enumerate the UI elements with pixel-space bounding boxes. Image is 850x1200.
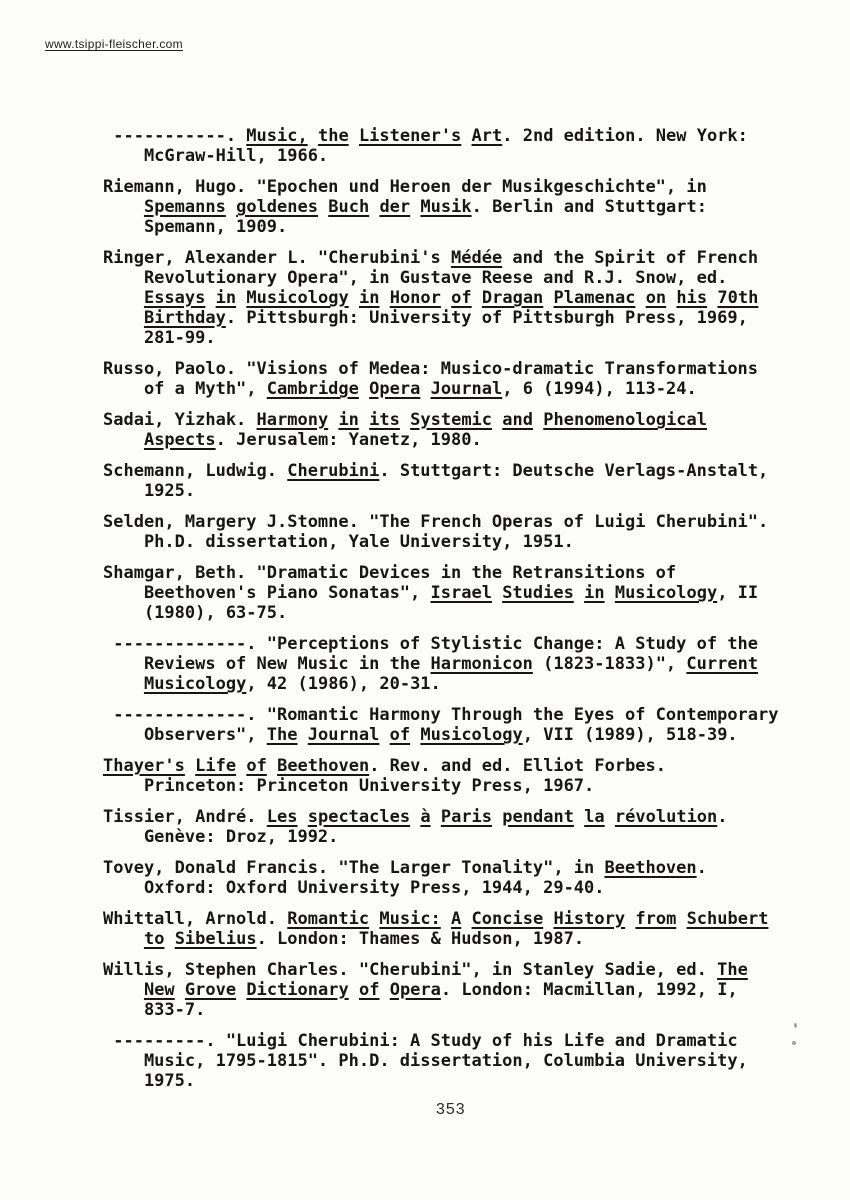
- entry-line: Oxford: Oxford University Press, 1944, 29-40.: [103, 878, 605, 898]
- bibliography-entry: [103, 248, 823, 348]
- bibliography-entry: [103, 705, 823, 745]
- entry-line: Ringer, Alexander L. "Cherubini's Médée and the Spirit of French: [103, 248, 759, 268]
- entry-line: Genève: Droz, 1992.: [103, 827, 339, 847]
- bibliography-entry: [103, 563, 823, 623]
- entry-line: Russo, Paolo. "Visions of Medea: Musico-dramatic Transformations: [103, 359, 759, 379]
- entry-line: Beethoven's Piano Sonatas", Israel Studies in Musicology, II: [103, 583, 759, 603]
- bibliography-entry: [103, 960, 823, 1020]
- bibliography-entry: [103, 359, 823, 399]
- entry-line: -------------. "Perceptions of Stylistic Change: A Study of the: [103, 634, 759, 654]
- bibliography-list: [103, 126, 823, 1102]
- bibliography-entry: [103, 909, 823, 949]
- entry-line: Spemanns goldenes Buch der Musik. Berlin and Stuttgart:: [143, 197, 707, 217]
- entry-line: Music, 1795-1815". Ph.D. dissertation, Columbia University,: [103, 1051, 748, 1071]
- entry-line: 1975.: [103, 1071, 196, 1091]
- bibliography-entry: [103, 461, 823, 501]
- entry-line: 281-99.: [103, 328, 216, 348]
- entry-line: Tovey, Donald Francis. "The Larger Tonality", in Beethoven.: [103, 858, 707, 878]
- bibliography-entry: [103, 807, 823, 847]
- header-site-link[interactable]: www.tsippi-fleischer.com: [45, 37, 183, 51]
- scan-artifact: [794, 1023, 797, 1028]
- bibliography-entry: [103, 177, 823, 237]
- entry-line: Shamgar, Beth. "Dramatic Devices in the Retransitions of: [103, 563, 677, 583]
- entry-line: to Sibelius. London: Thames & Hudson, 1987.: [143, 929, 585, 949]
- entry-line: Princeton: Princeton University Press, 1967.: [103, 776, 595, 796]
- bibliography-entry: [103, 858, 823, 898]
- bibliography-entry: [103, 410, 823, 450]
- bibliography-entry: [103, 126, 823, 166]
- entry-line: Thayer's Life of Beethoven. Rev. and ed. Elliot Forbes.: [103, 756, 667, 776]
- entry-line: 833-7.: [103, 1000, 206, 1020]
- entry-line: Ph.D. dissertation, Yale University, 1951.: [103, 532, 574, 552]
- entry-line: ---------. "Luigi Cherubini: A Study of his Life and Dramatic: [103, 1031, 738, 1051]
- bibliography-entry: [103, 756, 823, 796]
- entry-line: (1980), 63-75.: [103, 603, 288, 623]
- entry-line: Willis, Stephen Charles. "Cherubini", in Stanley Sadie, ed. The: [103, 960, 748, 980]
- page-number: 353: [436, 1101, 466, 1118]
- entry-line: Revolutionary Opera", in Gustave Reese and R.J. Snow, ed.: [103, 268, 728, 288]
- entry-line: Essays in Musicology in Honor of Dragan Plamenac on his 70th: [143, 288, 759, 308]
- entry-line: 1925.: [103, 481, 196, 501]
- entry-line: Tissier, André. Les spectacles à Paris pendant la révolution.: [103, 807, 728, 827]
- entry-line: Spemann, 1909.: [103, 217, 288, 237]
- bibliography-entry: [103, 634, 823, 694]
- entry-line: Musicology, 42 (1986), 20-31.: [143, 674, 441, 694]
- entry-line: Observers", The Journal of Musicology, VII (1989), 518-39.: [103, 725, 738, 745]
- entry-line: of a Myth", Cambridge Opera Journal, 6 (1994), 113-24.: [103, 379, 697, 399]
- bibliography-entry: [103, 512, 823, 552]
- entry-line: Riemann, Hugo. "Epochen und Heroen der Musikgeschichte", in: [103, 177, 707, 197]
- entry-line: Selden, Margery J.Stomne. "The French Operas of Luigi Cherubini".: [103, 512, 769, 532]
- entry-line: Aspects. Jerusalem: Yanetz, 1980.: [143, 430, 482, 450]
- entry-line: Schemann, Ludwig. Cherubini. Stuttgart: Deutsche Verlags-Anstalt,: [103, 461, 769, 481]
- entry-line: -----------. Music, the Listener's Art. 2nd edition. New York:: [103, 126, 748, 146]
- entry-line: Whittall, Arnold. Romantic Music: A Concise History from Schubert: [103, 909, 769, 929]
- entry-line: Reviews of New Music in the Harmonicon (1823-1833)", Current: [103, 654, 759, 674]
- entry-line: Sadai, Yizhak. Harmony in its Systemic and Phenomenological: [103, 410, 708, 430]
- entry-line: McGraw-Hill, 1966.: [103, 146, 329, 166]
- entry-line: New Grove Dictionary of Opera. London: Macmillan, 1992, I,: [143, 980, 738, 1000]
- entry-line: -------------. "Romantic Harmony Through the Eyes of Contemporary: [103, 705, 779, 725]
- bibliography-entry: [103, 1031, 823, 1091]
- scan-artifact: [792, 1041, 796, 1045]
- entry-line: Birthday. Pittsburgh: University of Pittsburgh Press, 1969,: [143, 308, 748, 328]
